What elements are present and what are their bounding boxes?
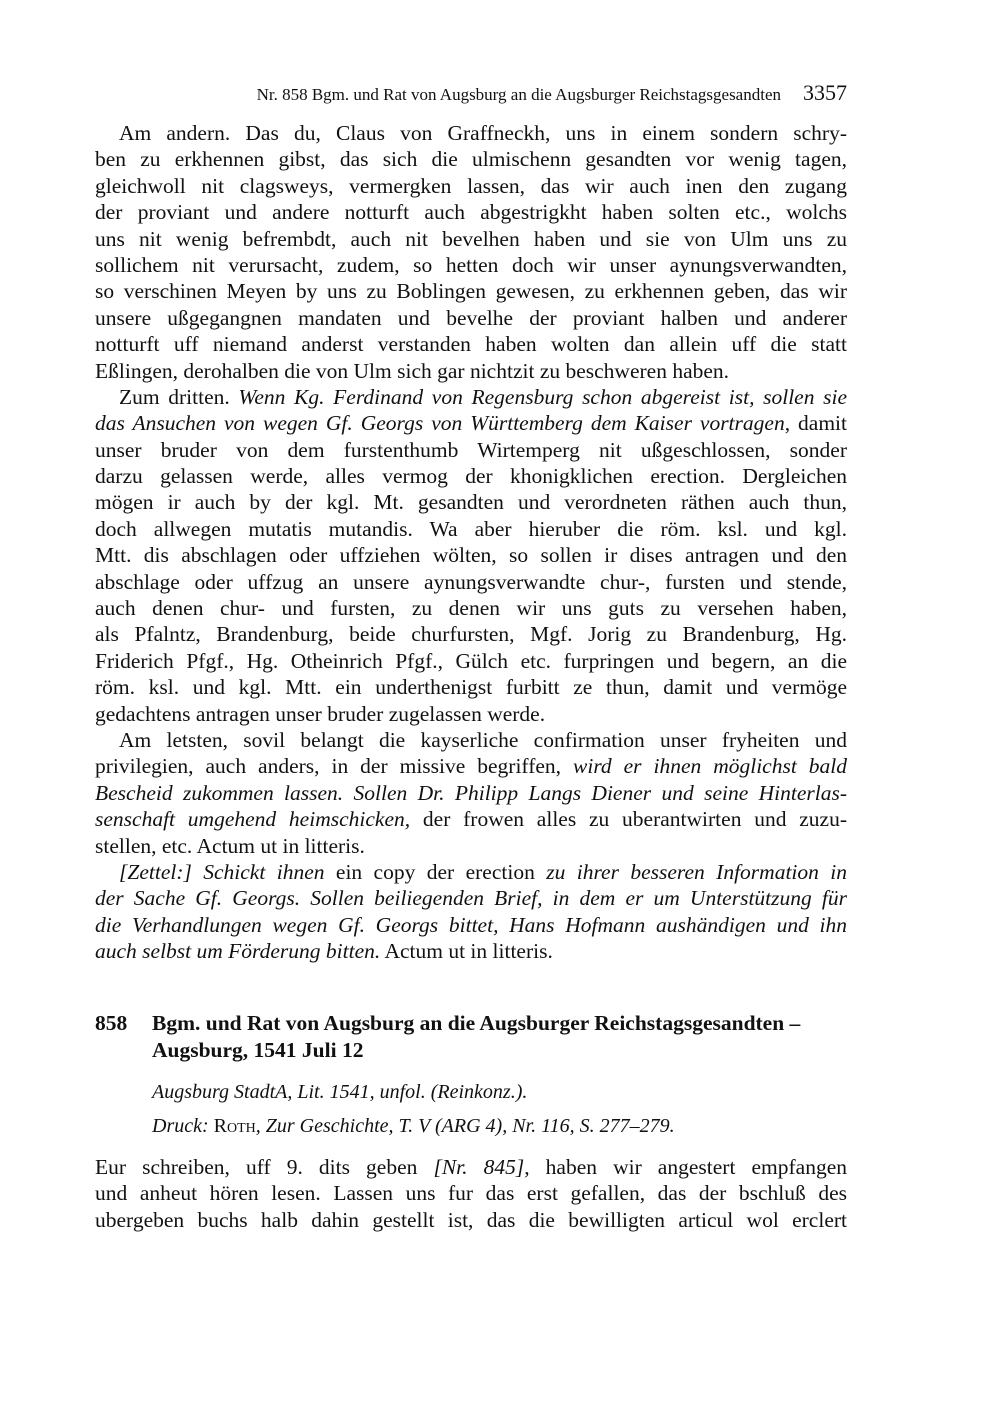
- text-line: [95, 358, 847, 384]
- italic-text: [Nr. 845]: [433, 1155, 525, 1179]
- text-line: [95, 727, 847, 753]
- text-segment: gleichwoll nit clagsweys, vermergken lassen, das wir auch inen den zugang: [95, 173, 847, 198]
- main-text: [95, 120, 847, 965]
- text-line: [95, 1154, 847, 1180]
- text-segment: so verschinen Meyen by uns zu Boblingen gewesen, zu erkhennen geben, das wir: [95, 279, 847, 304]
- text-line: [152, 1075, 675, 1109]
- document-title-line: Bgm. und Rat von Augsburg an die Augsburger Reichstagsgesandten –: [152, 1011, 801, 1035]
- italic-text: der Sache Gf. Georgs. Sollen beiliegenden Brief, in dem er um Unterstützung für: [95, 886, 847, 911]
- letter-text: [95, 1154, 847, 1233]
- text-segment: gedachtens antragen unser bruder zugelassen werde.: [95, 701, 546, 726]
- text-segment: notturft uff niemand anderst verstanden haben wolten dan allein uff die statt: [95, 332, 847, 357]
- text-segment: privilegien, auch anders, in der missive begriffen,: [95, 754, 573, 779]
- italic-text: auch selbst um Förderung bitten.: [95, 939, 381, 964]
- text-segment: als Pfalntz, Brandenburg, beide churfursten, Mgf. Jorig zu Brandenburg, Hg.: [95, 622, 847, 647]
- text-segment: röm. ksl. und kgl. Mtt. ein underthenigst furbitt ze thun, damit und vermöge: [95, 675, 847, 700]
- text-segment: ben zu erkhennen gibst, das sich die ulmischenn gesandten vor wenig tagen,: [95, 147, 847, 172]
- italic-text: Druck:: [152, 1115, 209, 1137]
- text-segment: abschlage oder uffzug an unsere aynungsverwandte chur-, fursten und stende,: [95, 569, 847, 594]
- italic-text: zu ihrer besseren Information in: [546, 859, 848, 884]
- text-line: [95, 173, 847, 199]
- text-line: [95, 701, 847, 727]
- text-line: [95, 621, 847, 647]
- text-line: [95, 938, 847, 964]
- text-segment: und anheut hören lesen. Lassen uns fur das erst gefallen, das der bschluß des: [95, 1181, 847, 1206]
- italic-text: Wenn Kg. Ferdinand von Regensburg schon abgereist ist, sollen sie: [238, 384, 847, 409]
- text-line: [95, 120, 847, 146]
- source-references: [152, 1075, 675, 1143]
- text-segment: Eßlingen, derohalben die von Ulm sich gar nichtzit zu beschweren haben.: [95, 358, 730, 383]
- text-segment: der frowen alles zu uberantwirten und zuzu-: [410, 807, 847, 832]
- text-line: [95, 569, 847, 595]
- text-segment: sollichem nit verursacht, zudem, so hetten doch wir unser aynungsverwandten,: [95, 252, 847, 277]
- text-line: [95, 648, 847, 674]
- text-segment: unsere ußgegangnen mandaten und bevelhe der proviant halben und anderer: [95, 305, 847, 330]
- page-number: 3357: [803, 80, 847, 105]
- text-line: [95, 146, 847, 172]
- text-line: [95, 463, 847, 489]
- italic-text: Bescheid zukommen lassen. Sollen Dr. Philipp Langs Diener und seine Hinterlas-: [95, 780, 847, 805]
- text-line: [95, 595, 847, 621]
- text-line: [95, 912, 847, 938]
- text-line: [95, 806, 847, 832]
- text-line: [95, 516, 847, 542]
- italic-text: die Verhandlungen wegen Gf. Georgs bittet, Hans Hofmann aushändigen und ihn: [95, 912, 847, 937]
- text-segment: darzu gelassen werde, alles vermog der khonigklichen erection. Dergleichen: [95, 464, 847, 489]
- text-segment: Am andern. Das du, Claus von Graffneckh, uns in einem sondern schry-: [119, 121, 847, 145]
- text-segment: der proviant und andere notturft auch abgestrigkht haben solten etc., wolchs: [95, 200, 847, 225]
- running-head: [95, 80, 847, 106]
- text-segment: Friderich Pfgf., Hg. Otheinrich Pfgf., Gülch etc. furpringen und begern, an die: [95, 648, 847, 673]
- text-line: [95, 305, 847, 331]
- text-segment: mögen ir auch by der kgl. Mt. gesandten und verordneten räthen auch thun,: [95, 490, 847, 515]
- text-line: [95, 252, 847, 278]
- document-number: 858: [95, 1011, 128, 1035]
- small-caps-author: Roth: [213, 1115, 256, 1137]
- text-segment: auch denen chur- und fursten, zu denen wir uns guts zu versehen haben,: [95, 596, 847, 621]
- text-line: [95, 542, 847, 568]
- text-line: [95, 780, 847, 806]
- text-segment: ubergeben buchs halb dahin gestellt ist, das die bewilligten articul wol erclert: [95, 1207, 847, 1232]
- text-segment: unser bruder von dem furstenthumb Wirtemperg nit ußgeschlossen, sonder: [95, 437, 847, 462]
- italic-text: senschaft umgehend heimschicken,: [95, 807, 411, 832]
- italic-text: , Zur Geschichte, T. V (ARG 4), Nr. 116, S. 277–279.: [255, 1115, 675, 1137]
- text-segment: stellen, etc. Actum ut in litteris.: [95, 833, 365, 858]
- text-line: [95, 226, 847, 252]
- text-segment: , haben wir angestert empfangen: [524, 1155, 847, 1179]
- text-line: [95, 278, 847, 304]
- text-segment: Zum dritten.: [119, 384, 239, 409]
- text-line: [95, 753, 847, 779]
- document-title-line: Augsburg, 1541 Juli 12: [152, 1038, 364, 1062]
- text-segment: Mtt. dis abschlagen oder uffziehen wölten, so sollen ir dises antragen und den: [95, 543, 847, 568]
- text-segment: uns nit wenig befrembdt, auch nit bevelhen haben und sie von Ulm uns zu: [95, 226, 847, 251]
- text-line: [95, 674, 847, 700]
- italic-text: das Ansuchen von wegen Gf. Georgs von Württemberg dem Kaiser vortragen: [95, 411, 785, 436]
- running-head-title: Nr. 858 Bgm. und Rat von Augsburg an die Augsburger Reichstagsgesandten: [256, 85, 781, 104]
- text-line: [95, 331, 847, 357]
- italic-text: [Zettel:] Schickt ihnen: [119, 859, 325, 884]
- text-line: [95, 410, 847, 436]
- text-line: [95, 199, 847, 225]
- text-line: [95, 859, 847, 885]
- text-segment: doch allwegen mutatis mutandis. Wa aber hieruber die röm. ksl. und kgl.: [95, 516, 847, 541]
- text-segment: Am letsten, sovil belangt die kayserliche confirmation unser fryheiten und: [119, 727, 847, 752]
- text-line: [95, 885, 847, 911]
- text-segment: Eur schreiben, uff 9. dits geben: [95, 1155, 434, 1179]
- text-line: [95, 489, 847, 515]
- text-line: [95, 384, 847, 410]
- text-line: [95, 1207, 847, 1233]
- text-segment: , damit: [784, 411, 848, 436]
- text-segment: ein copy der erection: [324, 859, 547, 884]
- italic-text: wird er ihnen möglichst bald: [573, 754, 848, 779]
- text-line: [152, 1109, 675, 1143]
- text-line: [95, 833, 847, 859]
- text-segment: Actum ut in litteris.: [380, 939, 553, 964]
- text-line: [95, 437, 847, 463]
- italic-text: Augsburg StadtA, Lit. 1541, unfol. (Reinkonz.).: [152, 1081, 528, 1103]
- text-line: [95, 1180, 847, 1206]
